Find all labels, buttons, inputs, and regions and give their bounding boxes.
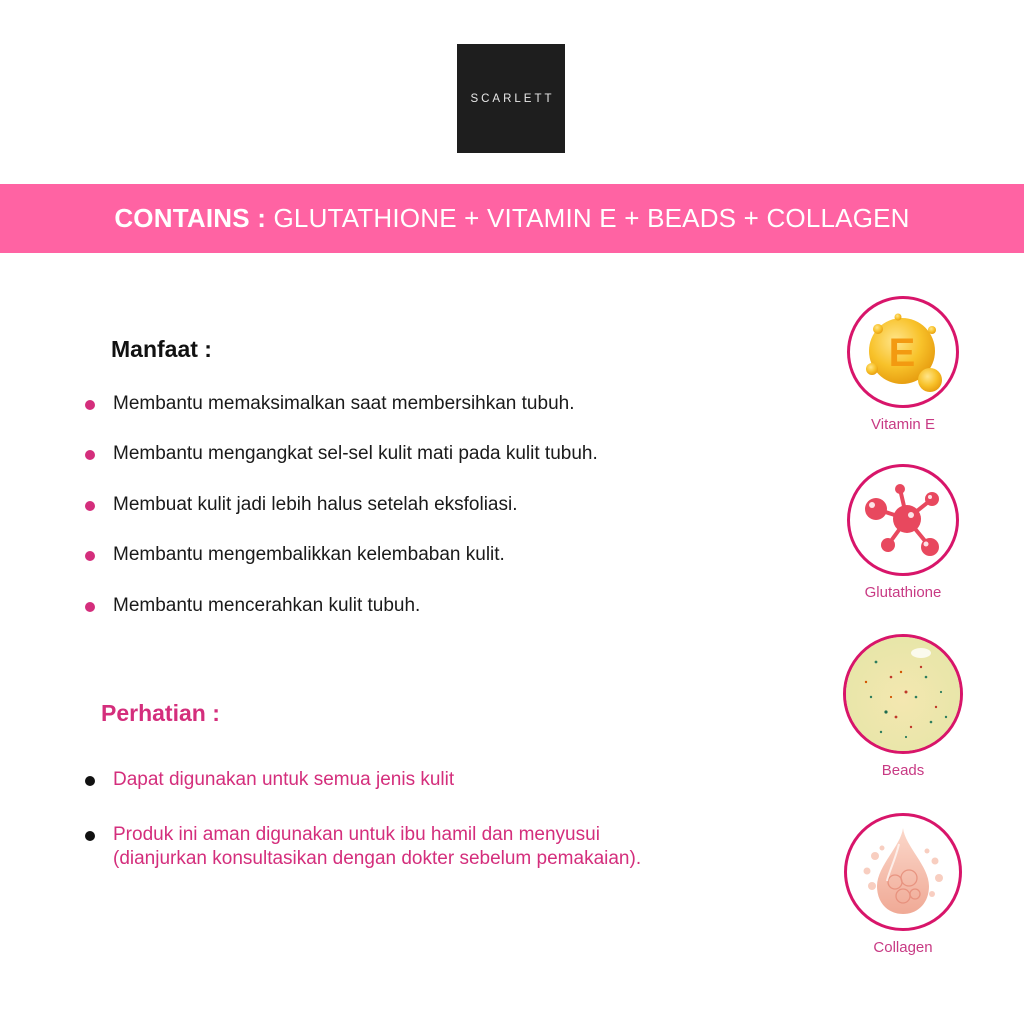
ingredient-label: Vitamin E xyxy=(871,416,935,433)
benefit-text: Membantu mencerahkan kulit tubuh. xyxy=(113,595,421,616)
ingredient-glutathione xyxy=(845,464,961,601)
collagen-drop-icon xyxy=(844,813,962,931)
svg-text:E: E xyxy=(888,331,916,375)
benefit-text: Membantu memaksimalkan saat membersihkan tubuh. xyxy=(113,393,575,414)
caution-text: (dianjurkan konsultasikan dengan dokter sebelum pemakaian). xyxy=(113,848,642,869)
caution-text: Dapat digunakan untuk semua jenis kulit xyxy=(113,769,455,790)
bullet-icon xyxy=(85,551,95,561)
brand-logo xyxy=(457,44,565,153)
ingredient-label: Glutathione xyxy=(864,584,942,601)
beads-icon xyxy=(843,634,963,754)
ingredient-beads xyxy=(845,634,961,779)
bullet-icon xyxy=(85,776,95,786)
bullet-icon xyxy=(85,501,95,511)
bullet-icon xyxy=(85,400,95,410)
benefit-text: Membantu mengembalikkan kelembaban kulit. xyxy=(113,544,505,565)
brand-logo-text: SCARLETT xyxy=(470,92,555,105)
contains-banner xyxy=(0,184,1024,253)
ingredient-label: Beads xyxy=(881,762,925,779)
bullet-icon xyxy=(85,831,95,841)
bullet-icon xyxy=(85,602,95,612)
benefits-heading: Manfaat : xyxy=(111,336,212,362)
ingredient-label: Collagen xyxy=(873,939,933,956)
ingredient-collagen xyxy=(845,813,961,956)
ingredient-vitamin-e xyxy=(845,296,961,433)
banner-prefix: CONTAINS : xyxy=(114,203,274,233)
benefit-text: Membantu mengangkat sel-sel kulit mati pada kulit tubuh. xyxy=(113,443,598,464)
molecule-icon xyxy=(847,464,959,576)
banner-ingredients: GLUTATHIONE + VITAMIN E + BEADS + COLLAGEN xyxy=(273,203,910,233)
caution-heading: Perhatian : xyxy=(101,700,220,726)
caution-text: Produk ini aman digunakan untuk ibu hamil dan menyusui xyxy=(113,824,600,845)
benefit-text: Membuat kulit jadi lebih halus setelah eksfoliasi. xyxy=(113,494,518,515)
vitamin-e-icon xyxy=(847,296,959,408)
bullet-icon xyxy=(85,450,95,460)
